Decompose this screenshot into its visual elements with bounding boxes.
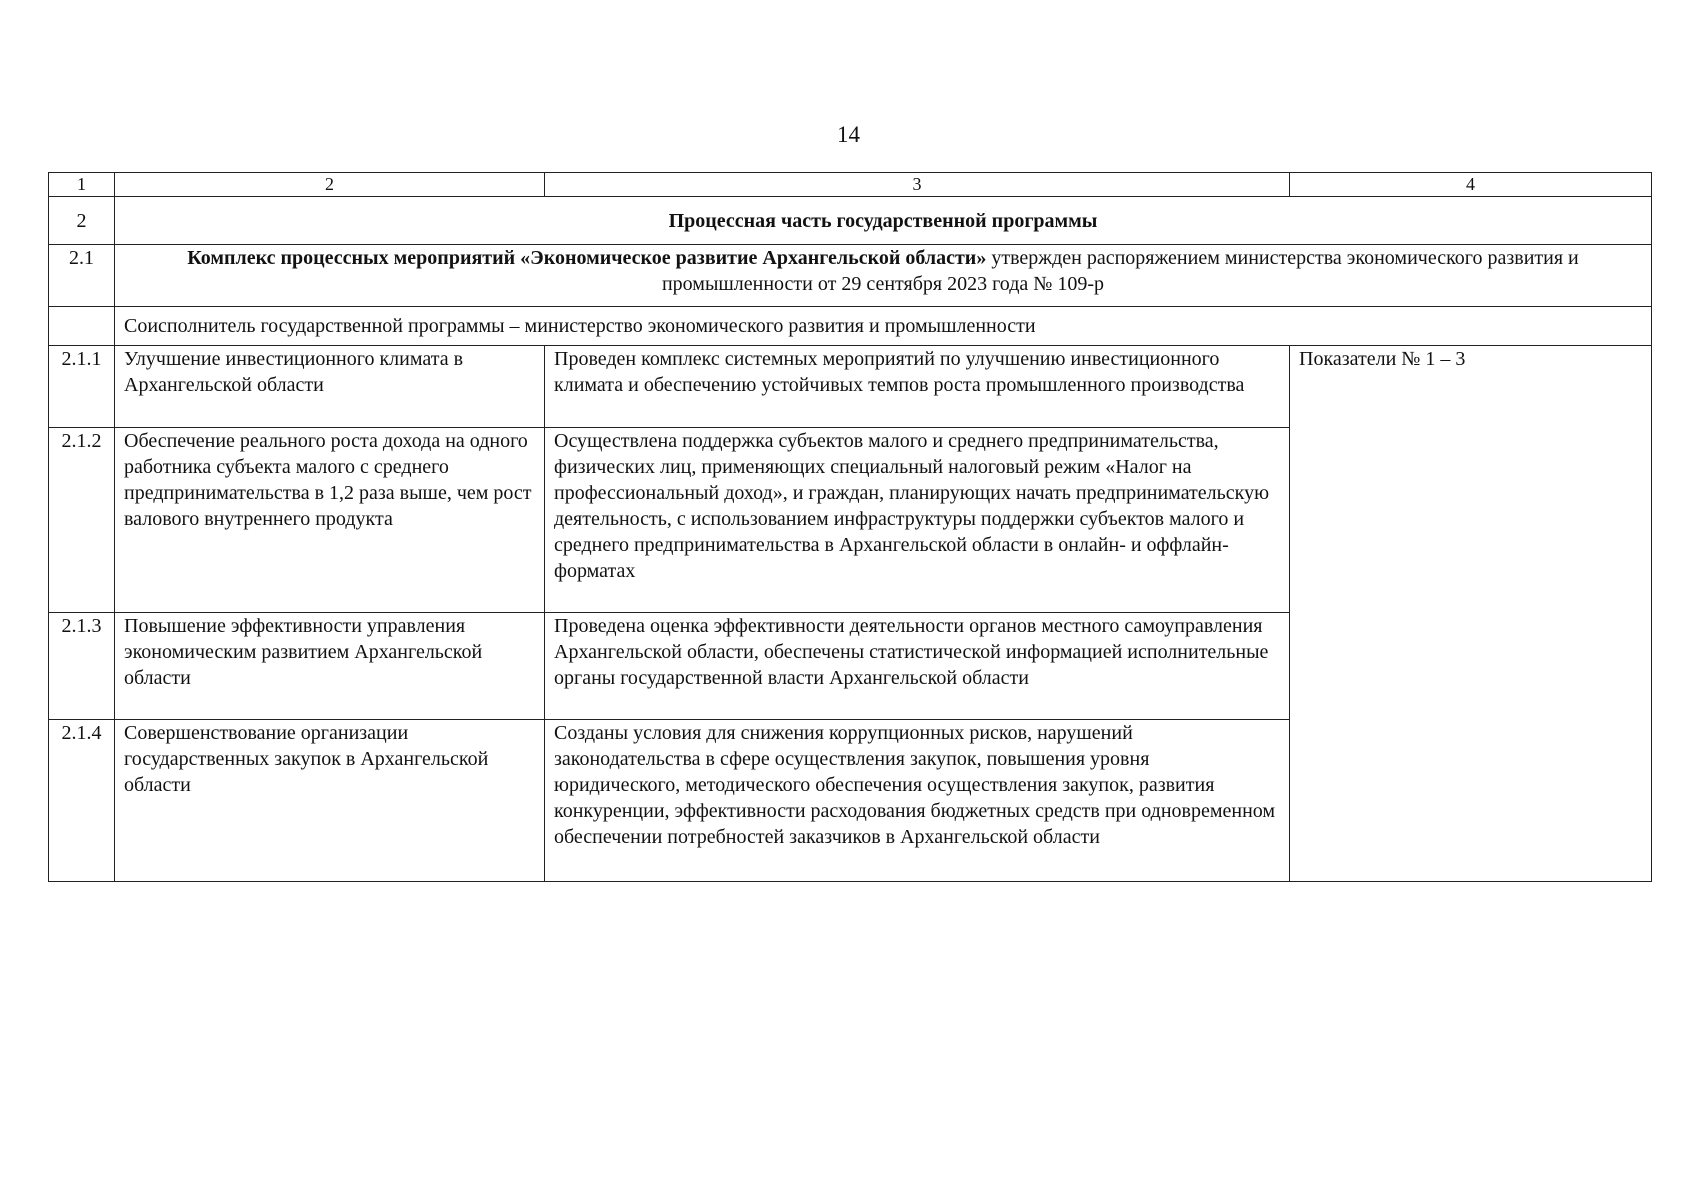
section-row [49, 197, 1652, 245]
row-task: Совершенствование организации государственных закупок в Архангельской области [115, 720, 545, 882]
subsection-title-rest: утвержден распоряжением министерства экономического развития и промышленности от 29 сентября 2023 года № 109-р [661, 247, 1579, 295]
row-number: 2.1.4 [49, 720, 115, 882]
co-executor-number-cell [49, 307, 115, 346]
subsection-row [49, 245, 1652, 307]
row-result: Созданы условия для снижения коррупционных рисков, нарушений законодательства в сфере осуществления закупок, повышения уровня юридического, методического обеспечения осуществления закупок, развития конкуренции, эффективности расходования бюджетных средств при одновременном обеспечении потребностей заказчиков в Архангельской области [545, 720, 1290, 882]
column-number-1: 1 [49, 173, 115, 197]
row-task: Повышение эффективности управления экономическим развитием Архангельской области [115, 613, 545, 720]
subsection-title [115, 245, 1652, 307]
row-task: Улучшение инвестиционного климата в Архангельской области [115, 346, 545, 428]
row-result: Проведен комплекс системных мероприятий по улучшению инвестиционного климата и обеспечению устойчивых темпов роста промышленного производства [545, 346, 1290, 428]
row-result: Осуществлена поддержка субъектов малого и среднего предпринимательства, физических лиц, применяющих специальный налоговый режим «Налог на профессиональный доход», и граждан, планирующих начать предпринимательскую деятельность, с использованием инфраструктуры поддержки субъектов малого и среднего предпринимательства в Архангельской области в онлайн- и оффлайн-форматах [545, 428, 1290, 613]
column-number-3: 3 [545, 173, 1290, 197]
subsection-title-bold: Комплекс процессных мероприятий «Экономическое развитие Архангельской области» [187, 247, 987, 269]
column-number-4: 4 [1290, 173, 1652, 197]
row-number: 2.1.3 [49, 613, 115, 720]
co-executor-text: Соисполнитель государственной программы – министерство экономического развития и промышленности [115, 307, 1652, 346]
program-table [48, 172, 1652, 882]
section-title: Процессная часть государственной программы [115, 197, 1652, 245]
co-executor-row [49, 307, 1652, 346]
row-number: 2.1.2 [49, 428, 115, 613]
column-number-2: 2 [115, 173, 545, 197]
indicators-cell: Показатели № 1 – 3 [1290, 346, 1652, 882]
row-result: Проведена оценка эффективности деятельности органов местного самоуправления Архангельской области, обеспечены статистической информацией исполнительные органы государственной власти Архангельской области [545, 613, 1290, 720]
page-number: 14 [837, 122, 860, 147]
row-task: Обеспечение реального роста дохода на одного работника субъекта малого с среднего предпринимательства в 1,2 раза выше, чем рост валового внутреннего продукта [115, 428, 545, 613]
row-number: 2.1.1 [49, 346, 115, 428]
subsection-number: 2.1 [49, 245, 115, 307]
table-row [49, 346, 1652, 428]
section-number: 2 [49, 197, 115, 245]
column-number-row [49, 173, 1652, 197]
